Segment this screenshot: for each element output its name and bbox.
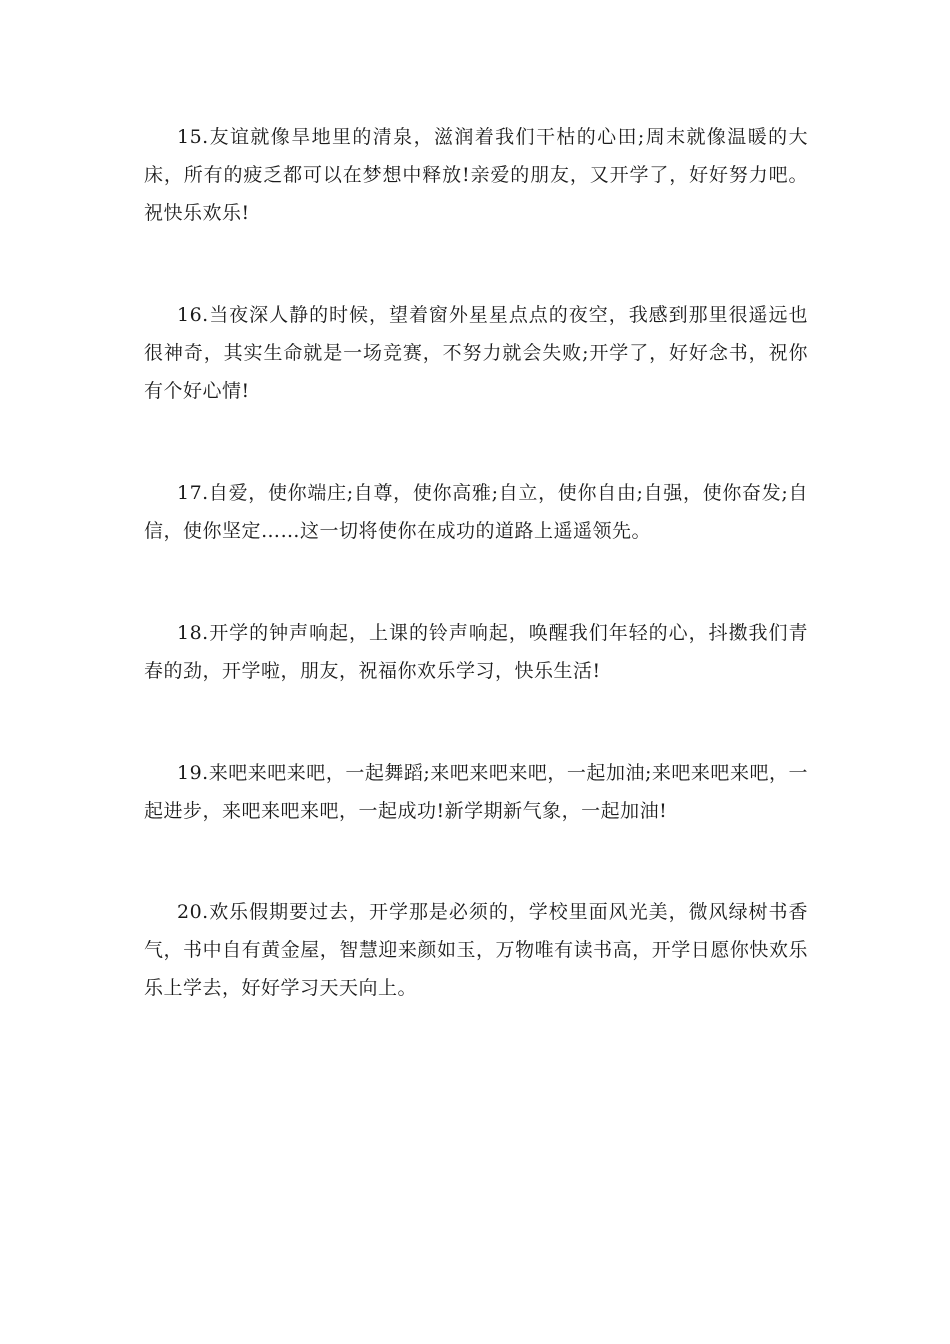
paragraph-20: 20.欢乐假期要过去，开学那是必须的，学校里面风光美，微风绿树书香气，书中自有黄金屋，智慧迎来颜如玉，万物唯有读书高，开学日愿你快欢乐乐上学去，好好学习天天向上。	[144, 901, 808, 999]
paragraph-17: 17.自爱，使你端庄;自尊，使你高雅;自立，使你自由;自强，使你奋发;自信，使你坚定……这一切将使你在成功的道路上遥遥领先。	[144, 482, 808, 542]
paragraph-15: 15.友谊就像旱地里的清泉，滋润着我们干枯的心田;周末就像温暖的大床，所有的疲乏都可以在梦想中释放!亲爱的朋友，又开学了，好好努力吧。祝快乐欢乐!	[144, 126, 808, 224]
paragraph-18: 18.开学的钟声响起，上课的铃声响起，唤醒我们年轻的心，抖擞我们青春的劲，开学啦，朋友，祝福你欢乐学习，快乐生活!	[144, 622, 808, 682]
paragraph-19: 19.来吧来吧来吧，一起舞蹈;来吧来吧来吧，一起加油;来吧来吧来吧，一起进步，来吧来吧来吧，一起成功!新学期新气象，一起加油!	[144, 762, 808, 822]
paragraph-16: 16.当夜深人静的时候，望着窗外星星点点的夜空，我感到那里很遥远也很神奇，其实生命就是一场竞赛，不努力就会失败;开学了，好好念书，祝你有个好心情!	[144, 304, 808, 402]
